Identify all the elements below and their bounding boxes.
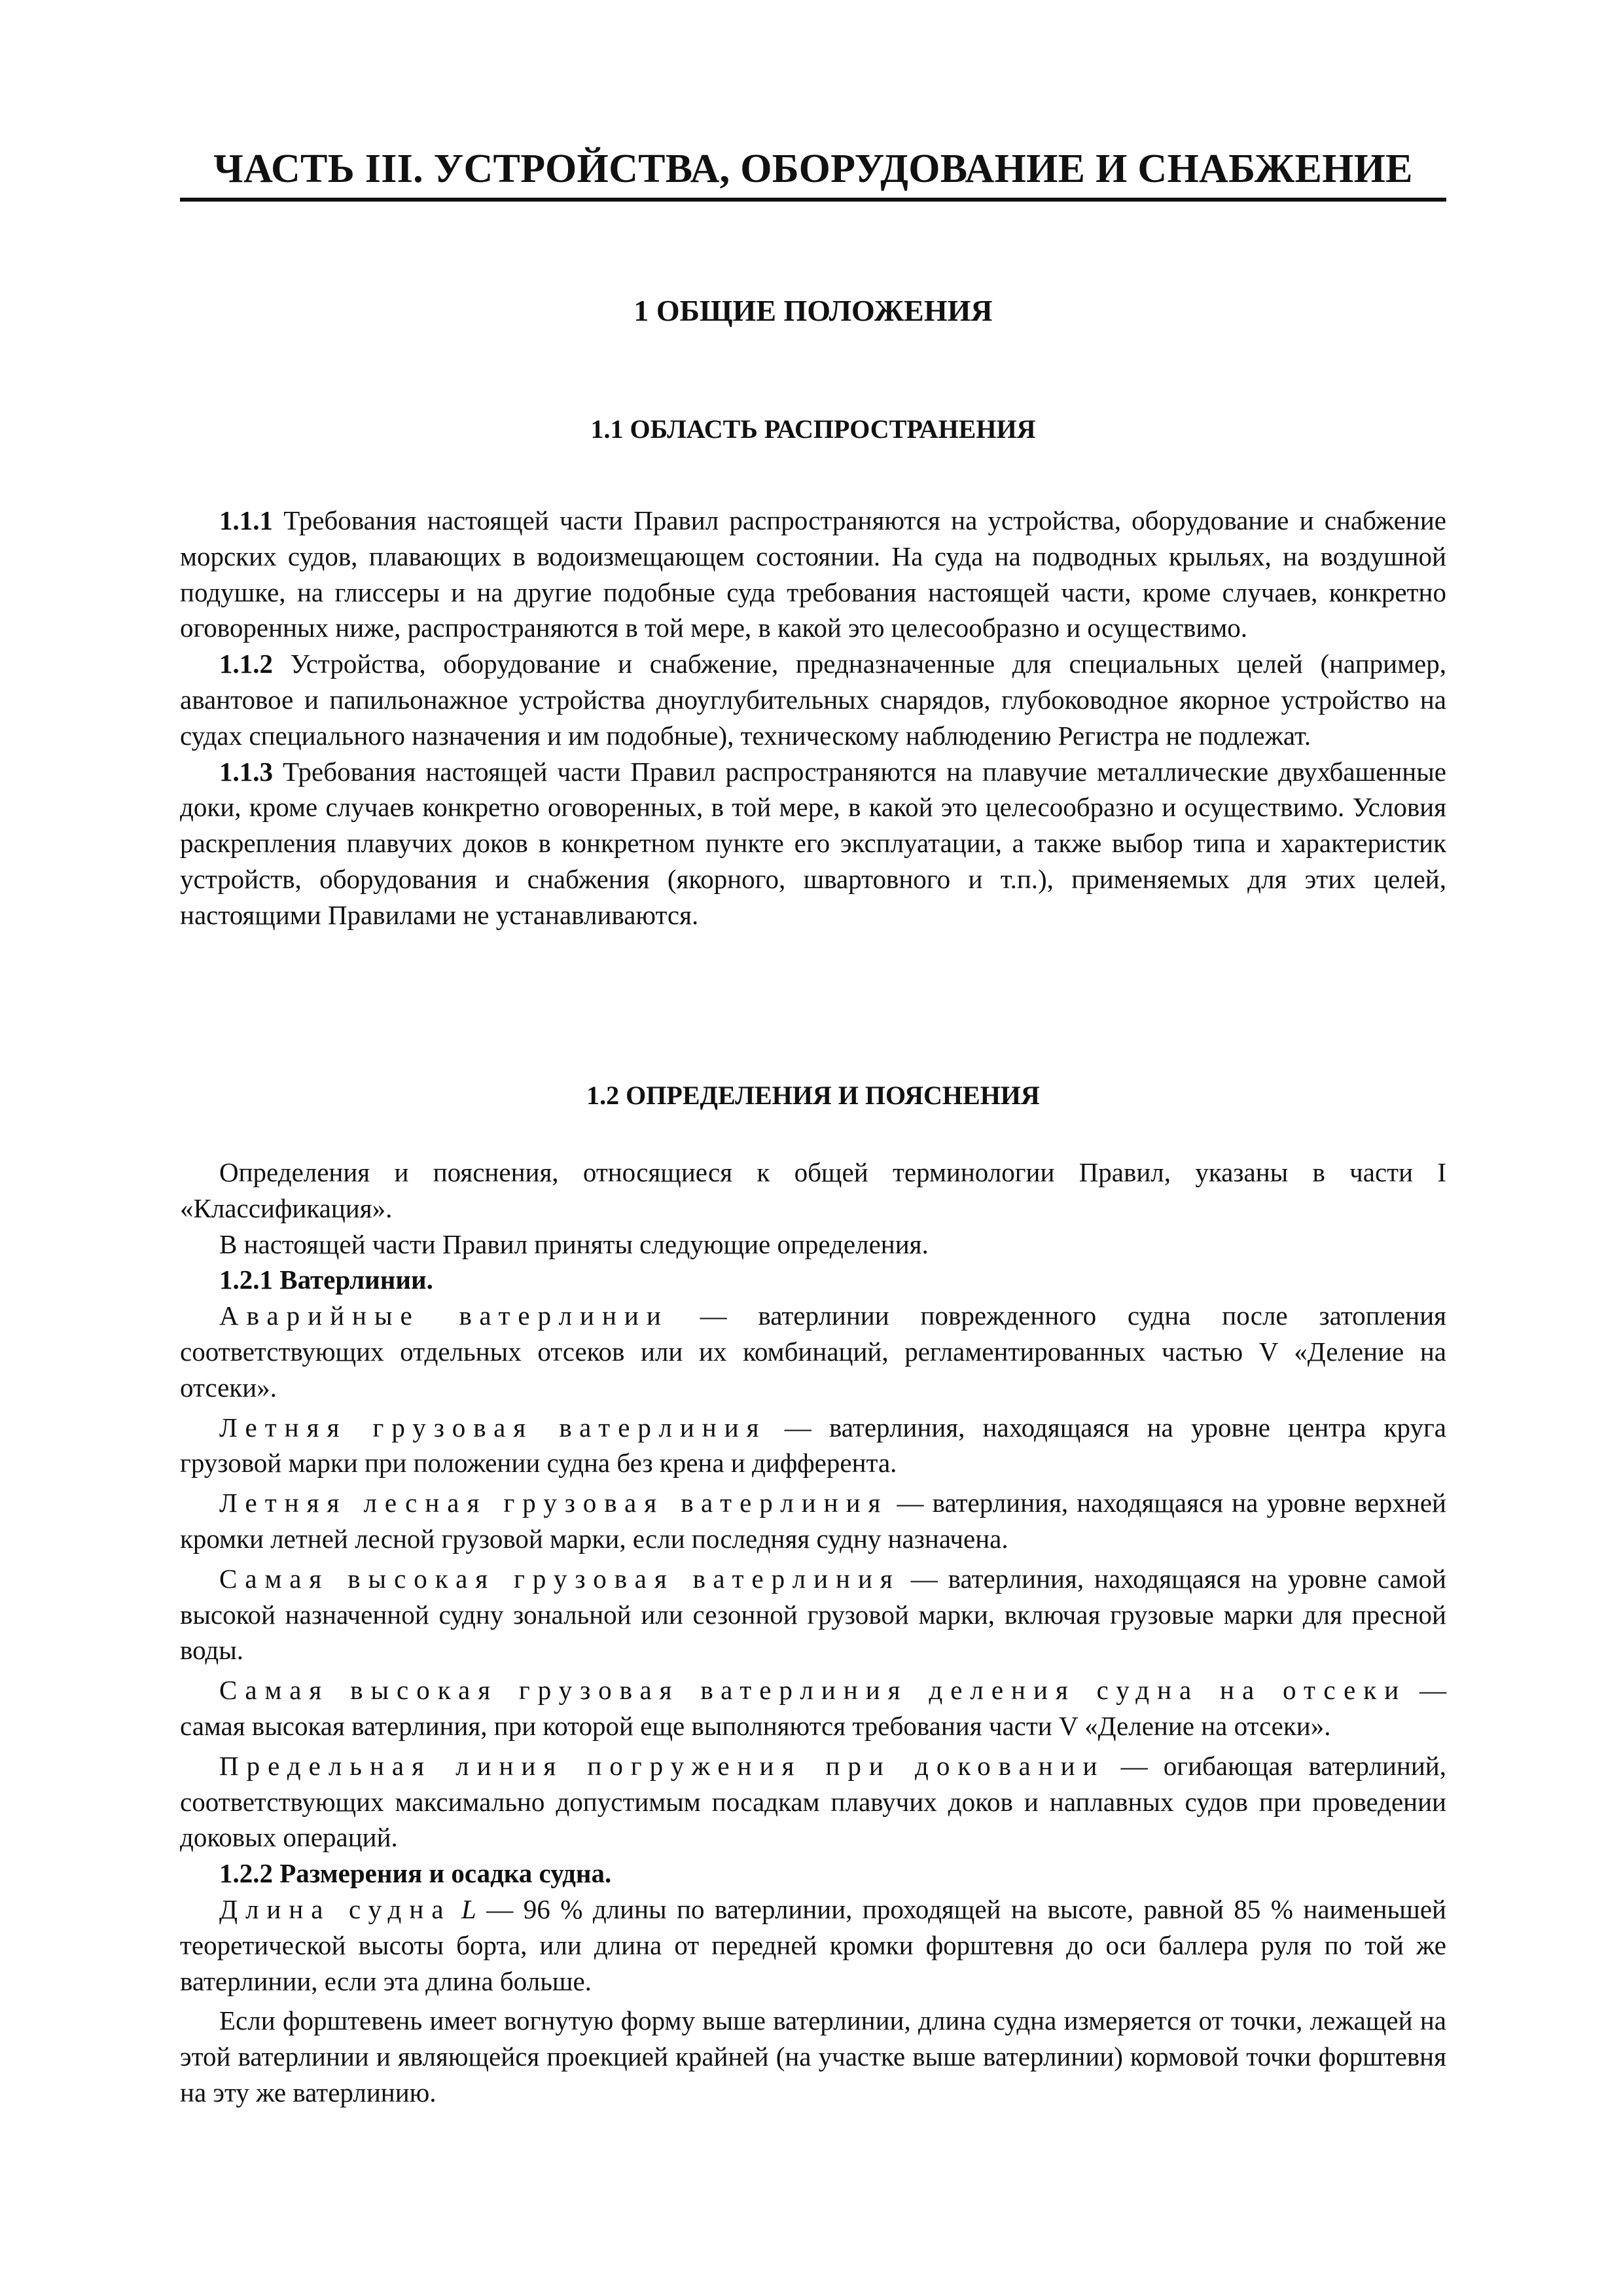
definition bbox=[180, 1410, 1446, 1482]
subsection-1-2-2-heading: 1.2.2 Размерения и осадка судна. bbox=[219, 1858, 612, 1889]
last-paragraph: Если форштевень имеет вогнутую форму выше ватерлинии, длина судна измеряется от точки, лежащей на этой ватерлинии и являющейся проекцией крайней (на участке выше ватерлинии) кормовой точки форштевня на эту же ватерлинию. bbox=[180, 2005, 1446, 2108]
definition bbox=[180, 1485, 1446, 1557]
intro-paragraph: В настоящей части Правил приняты следующие определения. bbox=[219, 1229, 929, 1259]
definition-length bbox=[180, 1892, 1446, 1999]
chapter-title: 1 ОБЩИЕ ПОЛОЖЕНИЯ bbox=[633, 294, 993, 327]
definition-text: — огибающая ватерлиний, соответствующих максимально допустимым посадкам плавучих доков и наплавных судов при проведении доковых операций. bbox=[180, 1750, 1446, 1853]
intro-paragraph: Определения и пояснения, относящиеся к общей терминологии Правил, указаны в части I «Классификация». bbox=[180, 1157, 1446, 1223]
section-1-1-title: 1.1 ОБЛАСТЬ РАСПРОСТРАНЕНИЯ bbox=[590, 414, 1036, 444]
definition bbox=[180, 1298, 1446, 1405]
definition bbox=[180, 1748, 1446, 1856]
title-rule bbox=[180, 198, 1446, 202]
paragraph-text: Требования настоящей части Правил распространяются на устройства, оборудование и снабжение морских судов, плавающих в водоизмещающем состоянии. На суда на подводных крыльях, на воздушной подушке, на глиссеры и на другие подобные суда требования настоящей части, кроме случаев, конкретно оговоренных ниже, распространяются в той мере, в какой это целесообразно и осуществимо. bbox=[180, 505, 1446, 643]
definition-term: Самая высокая грузовая ватерлиния bbox=[219, 1563, 901, 1594]
definition-term: Летняя лесная грузовая ватерлиния bbox=[219, 1488, 889, 1518]
definition-term: Предельная линия погружения при доковании bbox=[219, 1750, 1105, 1781]
paragraph-1-1-2 bbox=[180, 646, 1446, 753]
section-1-2-title: 1.2 ОПРЕДЕЛЕНИЯ И ПОЯСНЕНИЯ bbox=[586, 1081, 1040, 1110]
subsection-1-2-1-heading: 1.2.1 Ватерлинии. bbox=[219, 1265, 433, 1295]
part-title: ЧАСТЬ III. УСТРОЙСТВА, ОБОРУДОВАНИЕ И СНАБЖЕНИЕ bbox=[213, 147, 1413, 191]
definition-text: — 96 % длины по ватерлинии, проходящей на высоте, равной 85 % наименьшей теоретической высоты борта, или длина от передней кромки форштевня до оси баллера руля по той же ватерлинии, если эта длина больше. bbox=[180, 1893, 1446, 1996]
definition-text: — ватерлиния, находящаяся на уровне самой высокой назначенной судну зональной или сезонной грузовой марки, включая грузовые марки для пресной воды. bbox=[180, 1563, 1446, 1666]
definition-term: Летняя грузовая ватерлиния bbox=[219, 1412, 767, 1443]
length-symbol: L bbox=[461, 1893, 476, 1924]
definition-term: Самая высокая грузовая ватерлиния деления судна на отсеки bbox=[219, 1675, 1407, 1706]
definition-text: — ватерлиния, находящаяся на уровне центра круга грузовой марки при положении судна без крена и дифферента. bbox=[180, 1412, 1446, 1479]
section-1-2-body bbox=[180, 1155, 1446, 2111]
paragraph-1-1-3 bbox=[180, 754, 1446, 933]
paragraph-number: 1.1.1 bbox=[219, 505, 273, 535]
section-1-1-body bbox=[180, 503, 1446, 933]
definition-term: Аварийные ватерлинии bbox=[219, 1300, 669, 1331]
paragraph-number: 1.1.3 bbox=[219, 756, 273, 787]
paragraph-text: Устройства, оборудование и снабжение, предназначенные для специальных целей (например, авантовое и папильонажное устройства дноуглубительных снарядов, глубоководное якорное устройство на судах специального назначения и им подобные), техническому наблюдению Регистра не подлежат. bbox=[180, 649, 1446, 751]
definition bbox=[180, 1672, 1446, 1744]
definition-text: — ватерлинии поврежденного судна после затопления соответствующих отдельных отсеков или их комбинаций, регламентированных частью V «Деление на отсеки». bbox=[180, 1300, 1446, 1403]
paragraph-number: 1.1.2 bbox=[219, 649, 273, 679]
definition-text: — самая высокая ватерлиния, при которой еще выполняются требования части V «Деление на отсеки». bbox=[180, 1675, 1447, 1741]
definition-text: — ватерлиния, находящаяся на уровне верхней кромки летней лесной грузовой марки, если последняя судну назначена. bbox=[180, 1488, 1446, 1554]
paragraph-1-1-1 bbox=[180, 503, 1446, 646]
definition bbox=[180, 1561, 1446, 1668]
definition-term: Длина судна bbox=[219, 1893, 452, 1924]
paragraph-text: Требования настоящей части Правил распространяются на плавучие металлические двухбашенные доки, кроме случаев конкретно оговоренных, в той мере, в какой это целесообразно и осуществимо. Условия раскрепления плавучих доков в конкретном пункте его эксплуатации, а также выбор типа и характеристик устройств, оборудования и снабжения (якорного, швартовного и т.п.), применяемых для этих целей, настоящими Правилами не устанавливаются. bbox=[180, 756, 1446, 930]
